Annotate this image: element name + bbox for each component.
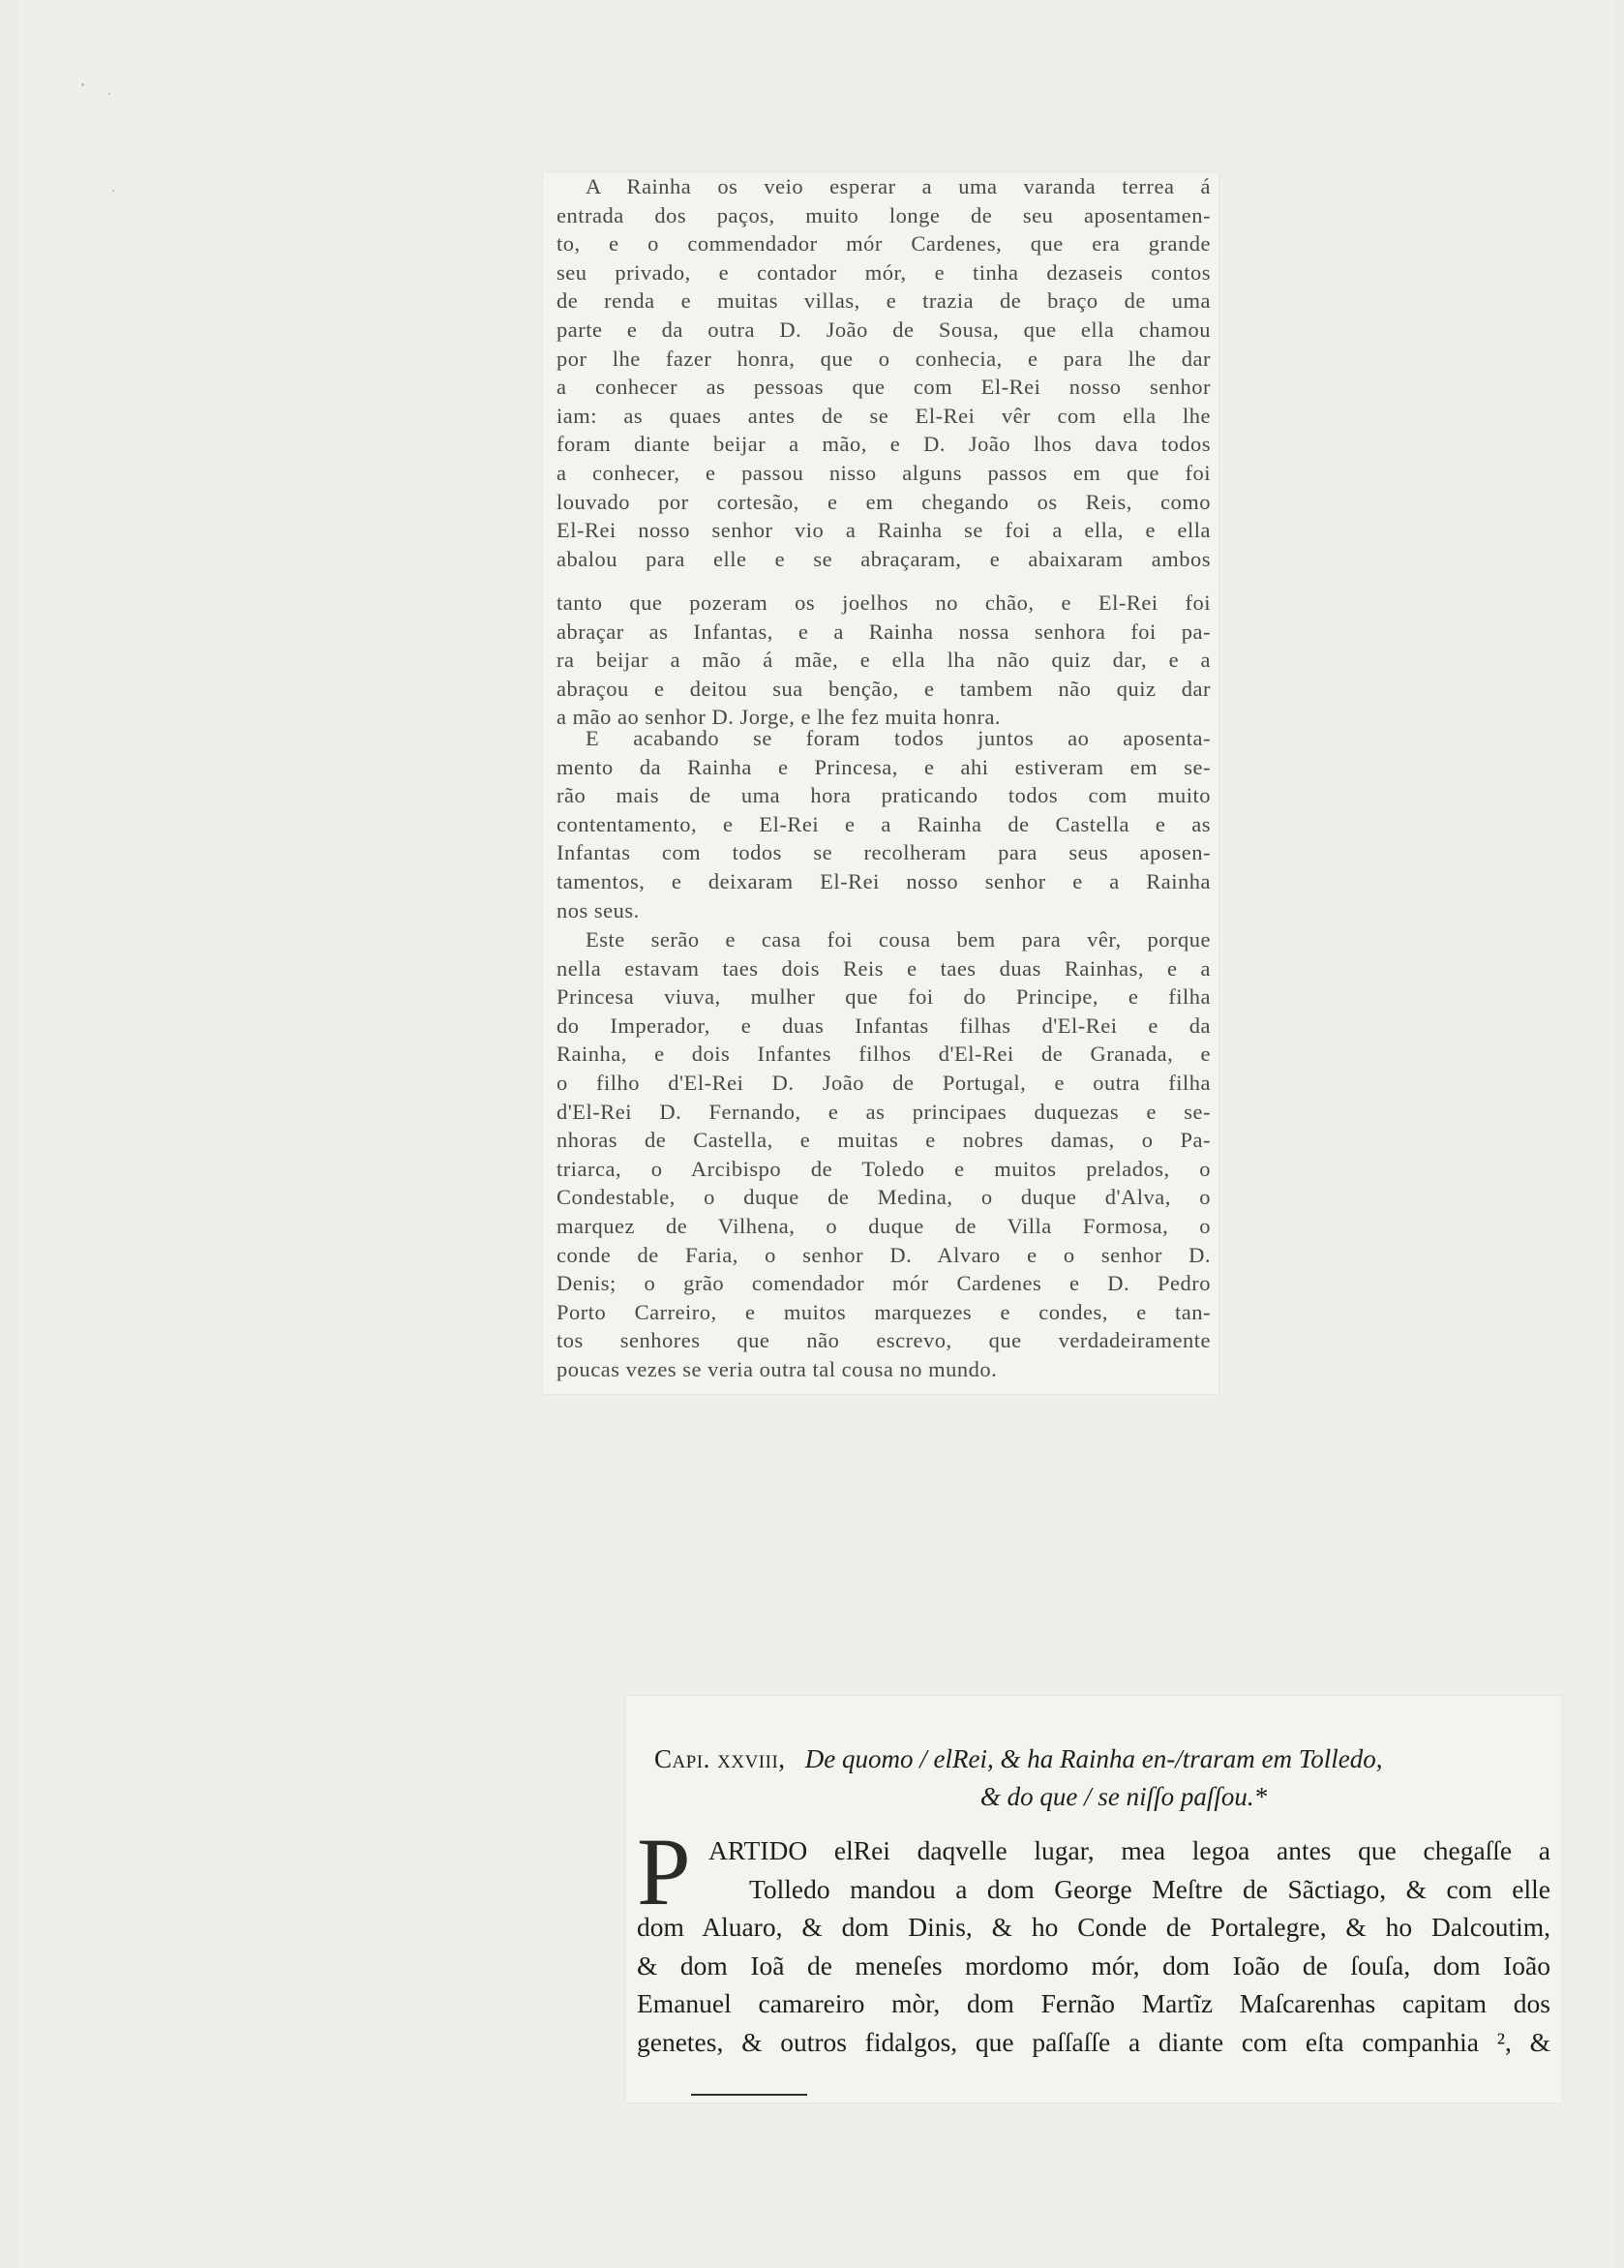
text-line: a mão ao senhor D. Jorge, e lhe fez muita honra. xyxy=(556,705,1002,730)
text-line: ra beijar a mão á mãe, e ella lha não quiz dar, e a xyxy=(556,648,1211,673)
text-line: abalou para elle e se abraçaram, e abaixaram ambos xyxy=(556,546,1211,571)
chapter-title-line: De quomo / elRei, & ha Rainha en-/traram em Tolledo, xyxy=(804,1744,1383,1773)
text-line: a conhecer, e passou nisso alguns passos em que foi xyxy=(556,460,1211,485)
text-line: ARTIDO elRei daqvelle lugar, mea legoa antes que chegaſſe a xyxy=(708,1835,1550,1865)
footnote-rule xyxy=(691,2094,807,2096)
text-line: rão mais de uma hora praticando todos com muito xyxy=(556,783,1211,808)
text-line: Emanuel camareiro mòr, dom Fernão Martĩz Maſcarenhas capitam dos xyxy=(637,1988,1550,2018)
text-line: nhoras de Castella, e muitas e nobres damas, o Pa- xyxy=(556,1128,1211,1153)
text-line: Infantas com todos se recolheram para seus aposen- xyxy=(556,840,1211,865)
old-print-body xyxy=(637,1818,1550,2061)
text-line: genetes, & outros fidalgos, que paſſaſſe a diante com eſta companhia ², & xyxy=(637,2026,1550,2057)
text-line: abraçou e deitou sua benção, e tambem não quiz dar xyxy=(556,676,1211,701)
text-line: tamentos, e deixaram El-Rei nosso senhor e a Rainha xyxy=(556,868,1211,893)
text-paragraph xyxy=(556,925,1211,1384)
chapter-title-line: & do que / se niſſo paſſou.* xyxy=(979,1782,1268,1811)
old-print-clipping xyxy=(625,1696,1562,2102)
text-line: nos seus. xyxy=(556,897,640,922)
text-line: de renda e muitas villas, e trazia de braço de uma xyxy=(556,288,1211,314)
text-line: a conhecer as pessoas que com El-Rei nosso senhor xyxy=(556,375,1211,400)
text-paragraph xyxy=(556,589,1211,732)
text-line: iam: as quaes antes de se El-Rei vêr com ella lhe xyxy=(556,403,1211,428)
text-line: El-Rei nosso senhor vio a Rainha se foi a ella, e ella xyxy=(556,518,1211,543)
paper-speck xyxy=(81,83,84,86)
text-line: parte e da outra D. João de Sousa, que ella chamou xyxy=(556,317,1211,342)
text-line: abraçar as Infantas, e a Rainha nossa senhora foi pa- xyxy=(556,619,1211,644)
text-line: Porto Carreiro, e muitos marquezes e condes, e tan- xyxy=(556,1299,1211,1324)
text-line: nella estavam taes dois Reis e taes duas Rainhas, e a xyxy=(556,955,1211,981)
text-line: Denis; o grão comendador mór Cardenes e D. Pedro xyxy=(556,1271,1211,1296)
text-line: to, e o commendador mór Cardenes, que era grande xyxy=(556,231,1211,257)
text-line: tos senhores que não escrevo, que verdadeiramente xyxy=(556,1328,1211,1353)
text-line: mento da Rainha e Princesa, e ahi estiveram em se- xyxy=(556,754,1211,779)
text-line: Condestable, o duque de Medina, o duque d'Alva, o xyxy=(556,1185,1211,1210)
text-line: Princesa viuva, mulher que foi do Principe, e filha xyxy=(556,984,1211,1010)
text-line: Tolledo mandou a dom George Meſtre de Sãctiago, & com elle xyxy=(749,1873,1550,1904)
text-line: A Rainha os veio esperar a uma varanda terrea á xyxy=(586,174,1211,198)
text-paragraph xyxy=(556,724,1211,924)
scanned-page xyxy=(19,0,1614,2268)
text-line: E acabando se foram todos juntos ao aposenta- xyxy=(586,726,1211,750)
text-line: louvado por cortesão, e em chegando os Reis, como xyxy=(556,489,1211,514)
text-line: contentamento, e El-Rei e a Rainha de Castella e as xyxy=(556,811,1211,836)
text-line: dom Aluaro, & dom Dinis, & ho Conde de Portalegre, & ho Dalcoutim, xyxy=(637,1912,1550,1942)
text-line: o filho d'El-Rei D. João de Portugal, e outra filha xyxy=(556,1070,1211,1095)
paper-speck xyxy=(108,93,110,95)
text-line: seu privado, e contador mór, e tinha dezaseis contos xyxy=(556,259,1211,285)
text-line: triarca, o Arcibispo de Toledo e muitos prelados, o xyxy=(556,1156,1211,1181)
chapter-heading xyxy=(654,1740,1545,1816)
text-line: marquez de Vilhena, o duque de Villa Formosa, o xyxy=(556,1213,1211,1238)
text-line: Rainha, e dois Infantes filhos d'El-Rei de Granada, e xyxy=(556,1042,1211,1067)
drop-cap: P xyxy=(637,1818,691,1925)
chapter-number: Capi. xxviii, xyxy=(654,1744,786,1773)
text-line: & dom Ioã de meneſes mordomo mór, dom Ioão de ſouſa, dom Ioão xyxy=(637,1950,1550,1981)
text-paragraph xyxy=(556,172,1211,573)
paper-speck xyxy=(112,190,114,192)
text-line: por lhe fazer honra, que o conhecia, e para lhe dar xyxy=(556,346,1211,371)
article-clipping xyxy=(543,172,1218,1394)
text-line: entrada dos paços, muito longe de seu aposentamen- xyxy=(556,202,1211,227)
text-line: poucas vezes se veria outra tal cousa no mundo. xyxy=(556,1356,998,1381)
text-line: foram diante beijar a mão, e D. João lhos dava todos xyxy=(556,432,1211,457)
text-line: Este serão e casa foi cousa bem para vêr, porque xyxy=(586,927,1211,952)
text-line: do Imperador, e duas Infantas filhas d'El-Rei e da xyxy=(556,1013,1211,1038)
text-line: d'El-Rei D. Fernando, e as principaes duquezas e se- xyxy=(556,1099,1211,1124)
text-line: conde de Faria, o senhor D. Alvaro e o senhor D. xyxy=(556,1242,1211,1267)
text-line: tanto que pozeram os joelhos no chão, e El-Rei foi xyxy=(556,590,1211,615)
